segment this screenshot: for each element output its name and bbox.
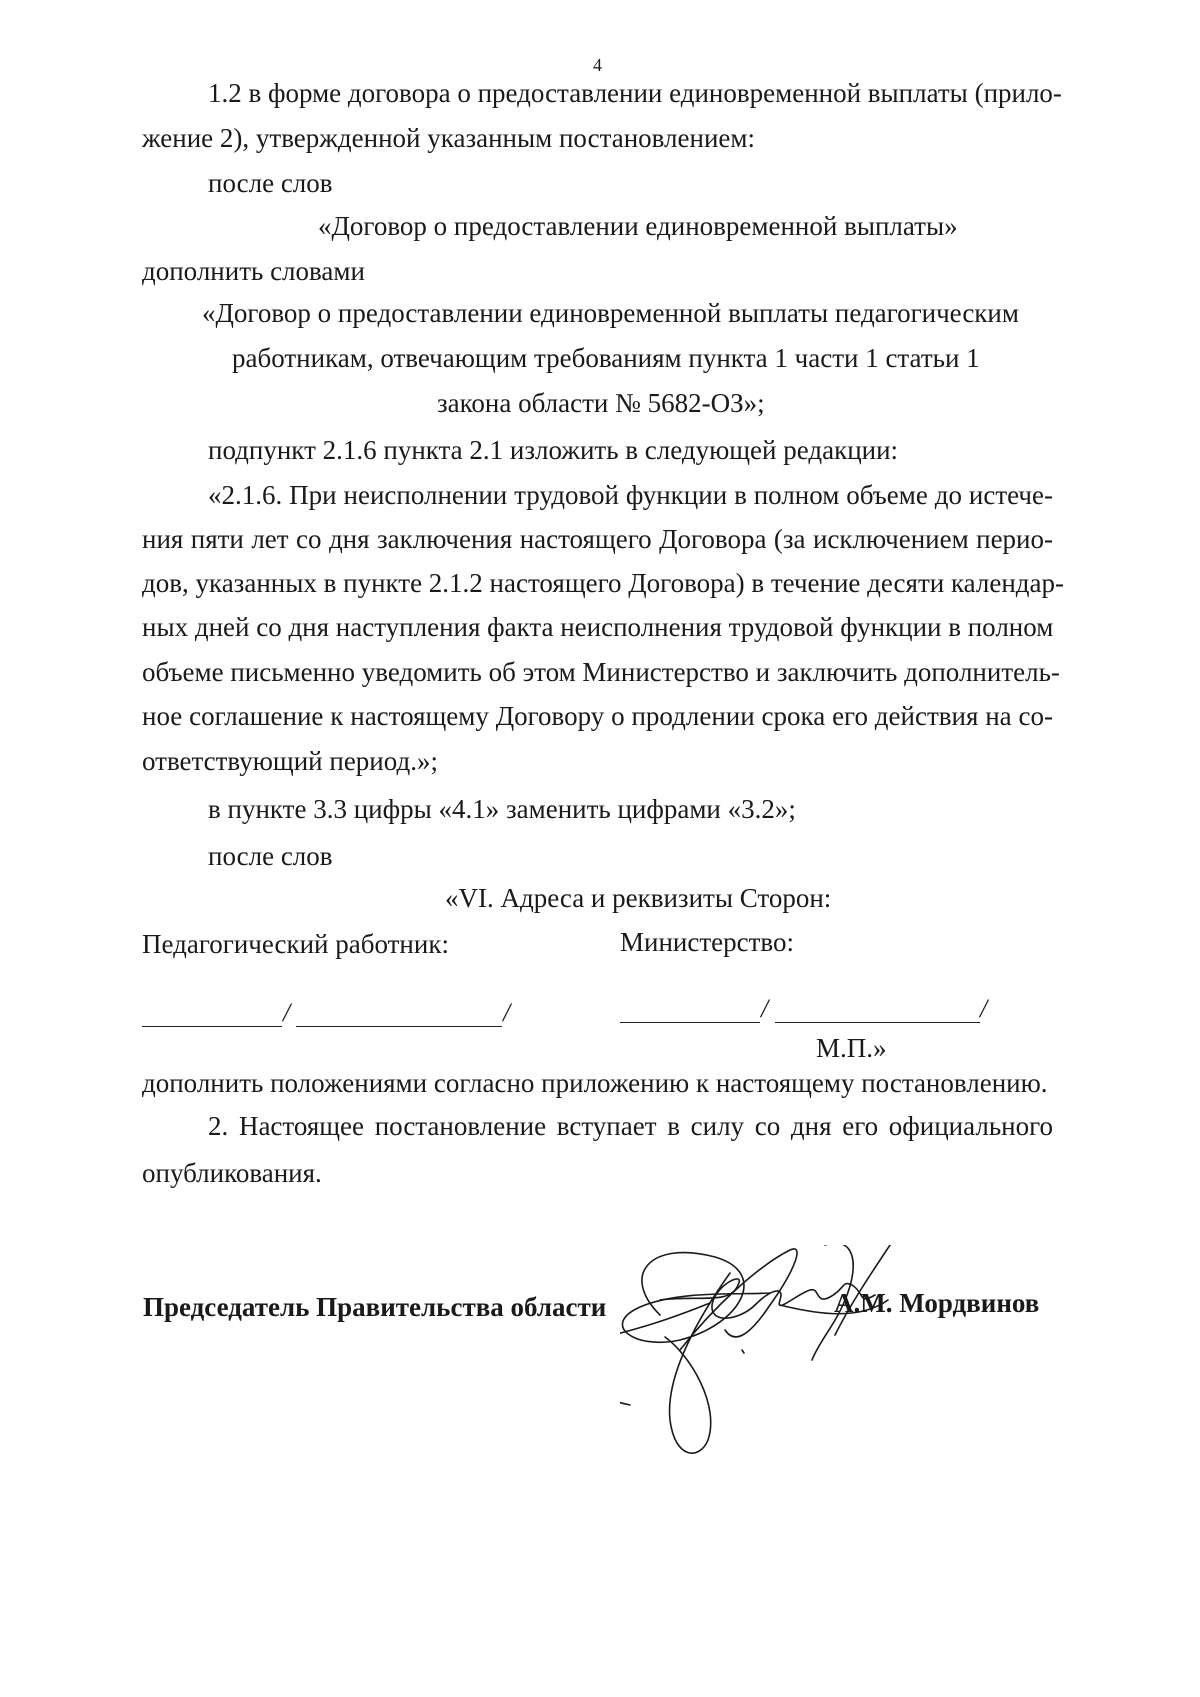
clause-2-1-6-line-7: ответствующий период.»; [142, 746, 438, 776]
page-number: 4 [593, 55, 602, 75]
clause-2-1-6-line-5: объеме письменно уведомить об этом Министерство и заключить дополнитель- [142, 657, 1060, 687]
ministry-signature-line [620, 1022, 760, 1023]
ministry-slash-1: / [761, 994, 769, 1023]
item-1-2-line-1: 1.2 в форме договора о предоставлении единовременной выплаты (прило- [208, 78, 1062, 108]
item-1-2-line-2: жение 2), утвержденной указанным постановлением: [142, 123, 755, 153]
clause-2-1-6-line-4: ных дней со дня наступления факта неисполнения трудовой функции в полном [142, 612, 1054, 642]
teacher-slash-2: / [503, 998, 511, 1027]
quote-2-line-1: «Договор о предоставлении единовременной выплаты педагогическим [202, 298, 1019, 328]
item-2-line-1: 2. Настоящее постановление вступает в силу со дня его официального [208, 1111, 1053, 1141]
teacher-label: Педагогический работник: [142, 929, 449, 959]
clause-2-1-6-line-3: дов, указанных в пункте 2.1.2 настоящего Договора) в течение десяти календар- [142, 568, 1065, 598]
item-2-line-2: опубликования. [142, 1158, 322, 1188]
section-vi-heading: «VI. Адреса и реквизиты Сторон: [445, 883, 832, 913]
signatory-name: А.М. Мордвинов [834, 1288, 1040, 1318]
seal-mark: М.П.» [816, 1033, 887, 1063]
after-words-2: после слов [208, 841, 333, 871]
signatory-position: Председатель Правительства области [143, 1292, 607, 1322]
quote-2-line-2: работникам, отвечающим требованиям пункта 1 части 1 статьи 1 [232, 343, 980, 373]
handwritten-signature-icon [620, 1245, 950, 1485]
teacher-slash-1: / [283, 998, 291, 1027]
supplement-provisions: дополнить положениями согласно приложению к настоящему постановлению. [142, 1068, 1048, 1098]
teacher-name-line [296, 1026, 502, 1027]
subclause-intro: подпункт 2.1.6 пункта 2.1 изложить в следующей редакции: [208, 435, 899, 465]
clause-2-1-6-line-1: «2.1.6. При неисполнении трудовой функции в полном объеме до истече- [208, 480, 1053, 510]
clause-2-1-6-line-2: ния пяти лет со дня заключения настоящего Договора (за исключением перио- [142, 524, 1053, 554]
teacher-signature-line [142, 1026, 282, 1027]
quote-2-line-3: закона области № 5682-ОЗ»; [437, 388, 765, 418]
supplement-words: дополнить словами [142, 256, 365, 286]
ministry-label: Министерство: [620, 927, 794, 957]
ministry-name-line [775, 1022, 980, 1023]
ministry-slash-2: / [980, 994, 988, 1023]
clause-2-1-6-line-6: ное соглашение к настоящему Договору о продлении срока его действия на со- [142, 701, 1053, 731]
clause-3-3: в пункте 3.3 цифры «4.1» заменить цифрами «3.2»; [208, 794, 796, 824]
quote-1: «Договор о предоставлении единовременной выплаты» [318, 211, 958, 241]
after-words-1: после слов [208, 168, 333, 198]
